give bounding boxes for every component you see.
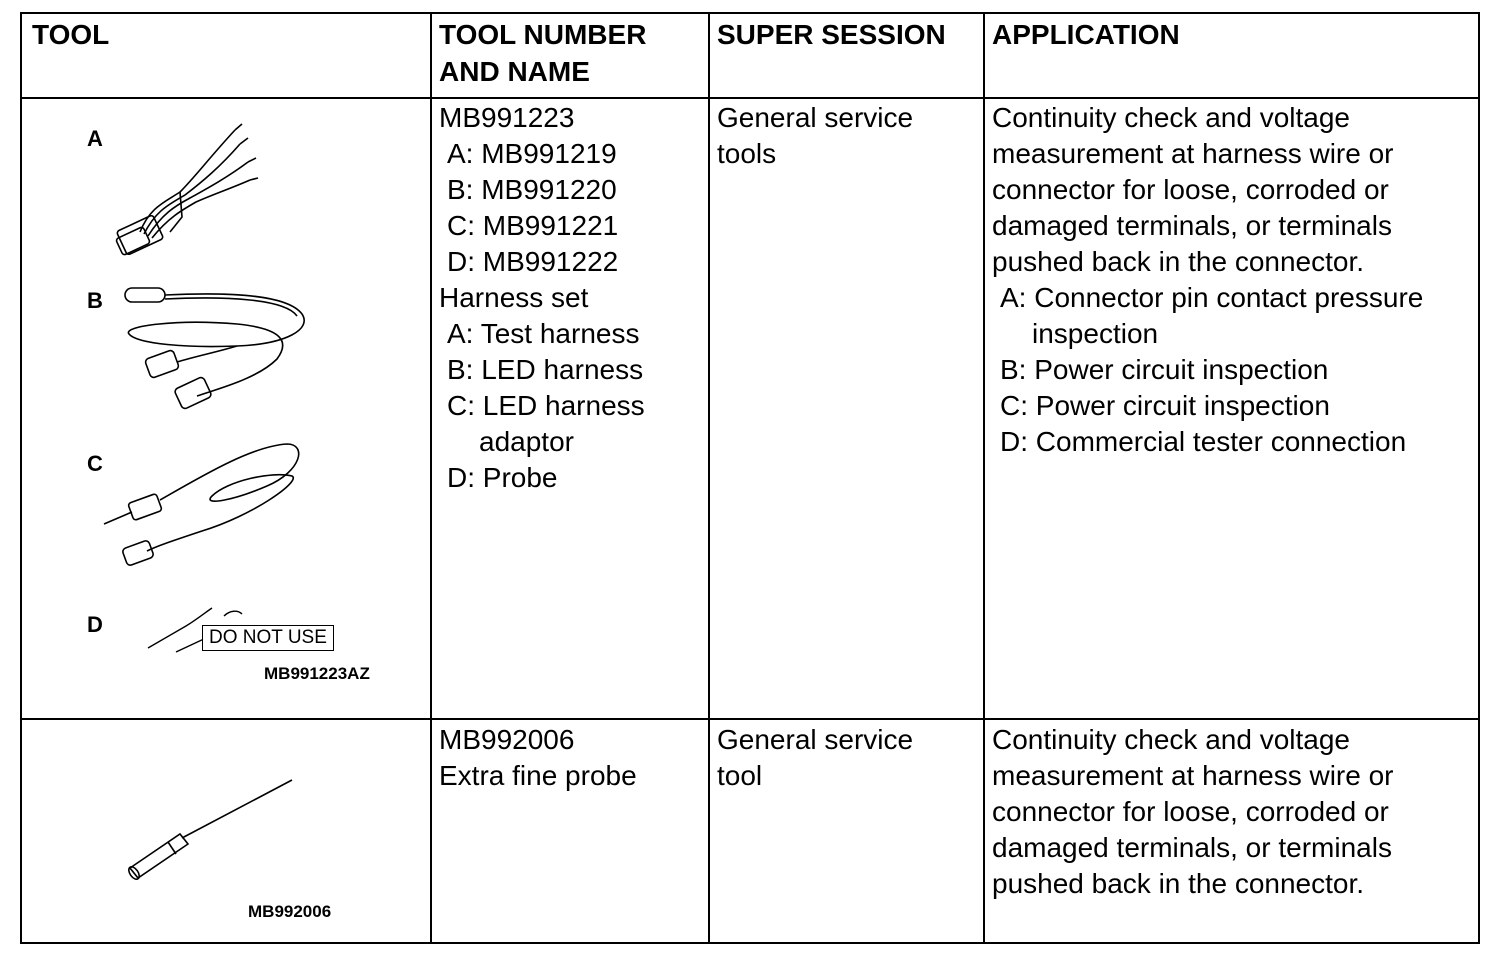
list-item: tools xyxy=(717,138,777,169)
list-item: B: MB991220 xyxy=(447,174,617,205)
extra-fine-probe-icon xyxy=(122,776,302,886)
application xyxy=(992,100,1423,460)
header-tool-number-line: AND NAME xyxy=(439,56,590,87)
list-item: D: MB991222 xyxy=(447,246,619,277)
list-item: C: Power circuit inspection xyxy=(1000,390,1330,421)
header-tool-number-line: TOOL NUMBER xyxy=(439,19,647,50)
column-divider xyxy=(983,14,985,942)
tool-label-a: A xyxy=(87,126,103,151)
list-item: General service xyxy=(717,724,914,755)
list-item: C: MB991221 xyxy=(447,210,619,241)
list-item: measurement at harness wire or xyxy=(992,760,1394,791)
list-item: inspection xyxy=(1032,318,1159,349)
list-item: A: MB991219 xyxy=(447,138,617,169)
tool-number-name xyxy=(439,722,637,794)
row-divider xyxy=(22,718,1478,720)
list-item: C: LED harness xyxy=(447,390,645,421)
image-caption: MB991223AZ xyxy=(264,664,370,683)
column-divider xyxy=(708,14,710,942)
list-item: A: Connector pin contact pressure xyxy=(1000,282,1424,313)
list-item: Continuity check and voltage xyxy=(992,102,1350,133)
row-divider xyxy=(22,97,1478,99)
test-harness-icon xyxy=(110,122,260,262)
list-item: A: Test harness xyxy=(447,318,640,349)
header-application: APPLICATION xyxy=(992,19,1180,50)
list-item: D: Commercial tester connection xyxy=(1000,426,1407,457)
tool-number-name xyxy=(439,100,645,496)
list-item: Continuity check and voltage xyxy=(992,724,1350,755)
list-item: pushed back in the connector. xyxy=(992,246,1365,277)
list-item: tool xyxy=(717,760,763,791)
super-session xyxy=(717,722,913,794)
super-session xyxy=(717,100,913,172)
list-item: MB991223 xyxy=(439,102,575,133)
list-item: adaptor xyxy=(479,426,574,457)
list-item: damaged terminals, or terminals xyxy=(992,832,1392,863)
list-item: damaged terminals, or terminals xyxy=(992,210,1392,241)
led-harness-adaptor-icon xyxy=(102,436,312,566)
header-tool-number xyxy=(439,16,646,90)
image-caption: MB992006 xyxy=(248,902,332,921)
list-item: General service xyxy=(717,102,914,133)
header-tool: TOOL xyxy=(32,19,110,50)
led-harness-icon xyxy=(117,284,317,414)
tool-label-d: D xyxy=(87,612,103,637)
list-item: Harness set xyxy=(439,282,589,313)
special-tools-table xyxy=(20,12,1480,944)
column-divider xyxy=(430,14,432,942)
application xyxy=(992,722,1394,902)
list-item: measurement at harness wire or xyxy=(992,138,1394,169)
do-not-use-label: DO NOT USE xyxy=(202,625,334,651)
list-item: MB992006 xyxy=(439,724,575,755)
list-item: connector for loose, corroded or xyxy=(992,174,1389,205)
list-item: connector for loose, corroded or xyxy=(992,796,1389,827)
header-super-session: SUPER SESSION xyxy=(717,19,946,50)
tool-label-b: B xyxy=(87,288,103,313)
list-item: Extra fine probe xyxy=(439,760,637,791)
list-item: B: Power circuit inspection xyxy=(1000,354,1329,385)
list-item: D: Probe xyxy=(447,462,558,493)
tool-label-c: C xyxy=(87,451,103,476)
list-item: pushed back in the connector. xyxy=(992,868,1365,899)
list-item: B: LED harness xyxy=(447,354,644,385)
